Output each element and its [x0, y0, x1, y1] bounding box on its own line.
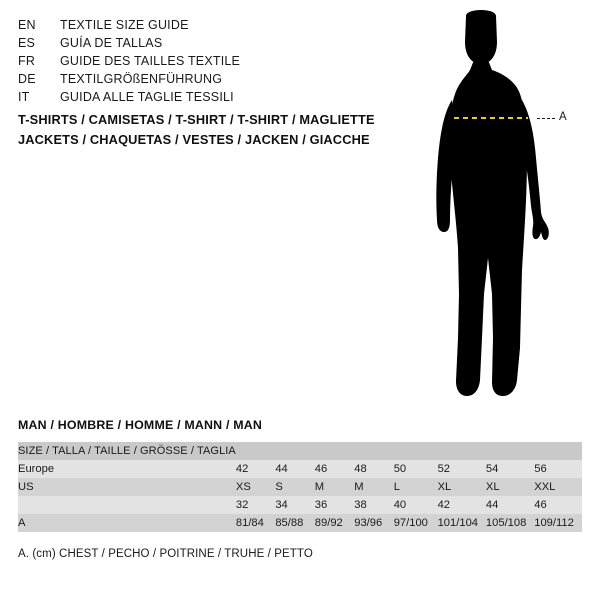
row-label: A — [18, 514, 236, 532]
cell — [275, 442, 314, 460]
cell — [394, 442, 438, 460]
cell — [354, 442, 393, 460]
cell: 89/92 — [315, 514, 354, 532]
language-row — [18, 70, 348, 88]
size-table-wrapper — [18, 442, 582, 532]
language-row — [18, 34, 348, 52]
cell: 52 — [438, 460, 486, 478]
cell: XXL — [534, 478, 582, 496]
cell — [486, 442, 534, 460]
cell: 44 — [275, 460, 314, 478]
category-tshirts: T-SHIRTS / CAMISETAS / T-SHIRT / T-SHIRT / MAGLIETTE — [18, 112, 375, 127]
language-code: FR — [18, 54, 36, 68]
cell: 97/100 — [394, 514, 438, 532]
cell: 109/112 — [534, 514, 582, 532]
language-row — [18, 88, 348, 106]
cell: XS — [236, 478, 275, 496]
table-row — [18, 496, 582, 514]
table-row — [18, 478, 582, 496]
cell: 44 — [486, 496, 534, 514]
cell: XL — [486, 478, 534, 496]
cell: M — [354, 478, 393, 496]
language-row — [18, 52, 348, 70]
cell: 105/108 — [486, 514, 534, 532]
row-label: SIZE / TALLA / TAILLE / GRÖSSE / TAGLIA — [18, 442, 236, 460]
cell: M — [315, 478, 354, 496]
cell: 38 — [354, 496, 393, 514]
language-title: GUIDA ALLE TAGLIE TESSILI — [60, 90, 234, 104]
language-code: EN — [18, 18, 36, 32]
cell — [236, 442, 275, 460]
cell — [438, 442, 486, 460]
language-code: ES — [18, 36, 36, 50]
language-title: TEXTILE SIZE GUIDE — [60, 18, 189, 32]
cell: 93/96 — [354, 514, 393, 532]
cell — [534, 442, 582, 460]
cell: 48 — [354, 460, 393, 478]
measure-label-a: A — [559, 111, 568, 123]
cell: 36 — [315, 496, 354, 514]
language-code: IT — [18, 90, 30, 104]
measure-leader-icon — [537, 118, 555, 119]
language-title: GUIDE DES TAILLES TEXTILE — [60, 54, 241, 68]
cell: 42 — [438, 496, 486, 514]
gender-heading: MAN / HOMBRE / HOMME / MANN / MAN — [18, 418, 263, 432]
category-jackets: JACKETS / CHAQUETAS / VESTES / JACKEN / GIACCHE — [18, 132, 370, 147]
cell — [315, 442, 354, 460]
language-list — [18, 16, 348, 106]
table-row — [18, 460, 582, 478]
cell: 50 — [394, 460, 438, 478]
figure-area — [400, 8, 590, 408]
size-table — [18, 442, 582, 532]
male-body-silhouette-icon — [400, 8, 590, 408]
cell: 101/104 — [438, 514, 486, 532]
language-row — [18, 16, 348, 34]
cell: 85/88 — [275, 514, 314, 532]
cell: 40 — [394, 496, 438, 514]
row-label: Europe — [18, 460, 236, 478]
language-code: DE — [18, 72, 36, 86]
cell: 34 — [275, 496, 314, 514]
category-list — [18, 110, 378, 150]
cell: 46 — [315, 460, 354, 478]
cell: 32 — [236, 496, 275, 514]
language-title: TEXTILGRÖßENFÜHRUNG — [60, 72, 223, 86]
footnote: A. (cm) CHEST / PECHO / POITRINE / TRUHE / PETTO — [18, 548, 313, 560]
cell: 46 — [534, 496, 582, 514]
cell: XL — [438, 478, 486, 496]
row-label: US — [18, 478, 236, 496]
cell: 56 — [534, 460, 582, 478]
table-row — [18, 514, 582, 532]
cell: 42 — [236, 460, 275, 478]
table-row — [18, 442, 582, 460]
row-label — [18, 496, 236, 514]
cell: L — [394, 478, 438, 496]
language-title: GUÍA DE TALLAS — [60, 36, 163, 50]
cell: S — [275, 478, 314, 496]
cell: 81/84 — [236, 514, 275, 532]
cell: 54 — [486, 460, 534, 478]
